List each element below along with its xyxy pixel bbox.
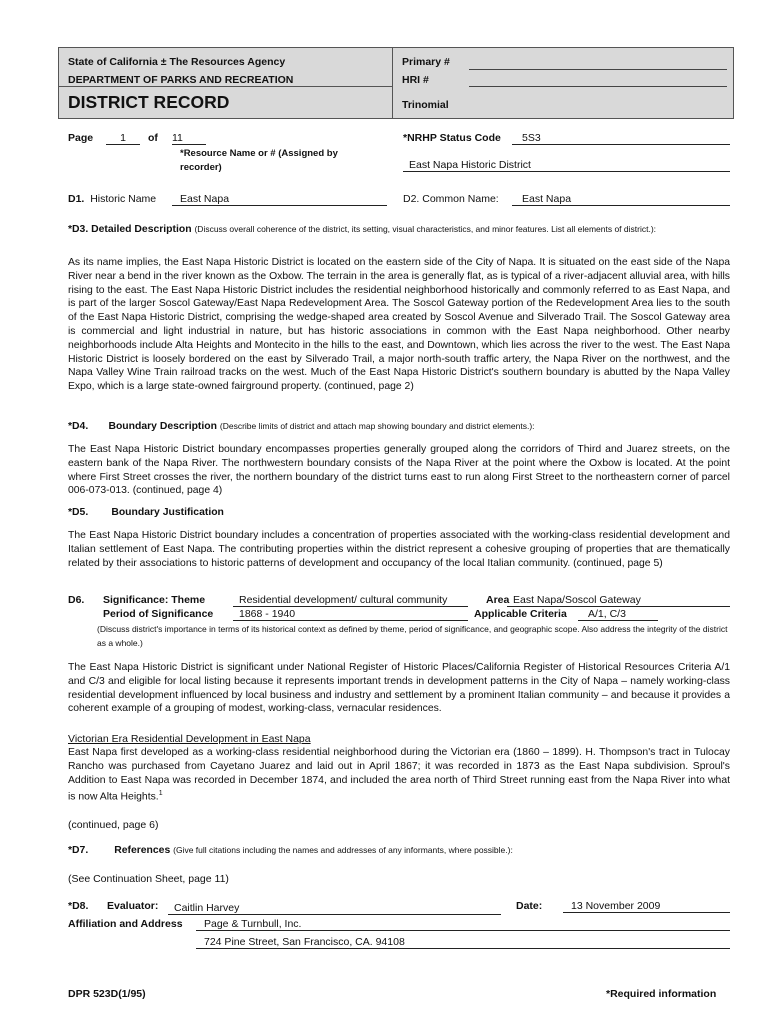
- d3-description: As its name implies, the East Napa Historic District is located on the eastern side of the City of Napa. It is situated on the east side of the Napa River near a bend in the river known as the Oxbow. The terrain in the area is generally flat, as is typical of a river-adjacent alluvial area, with hills rising to the east. The East Napa Historic District includes the residential neighborhood historically and commonly referred to as East Napa, and is part of the larger Soscol Gateway/East Napa Redevelopment Area. The Soscol Gateway portion of the Redevelopment Area lies to the south of the East Napa Historic District, comprising the wedge-shaped area created by Soscol Avenue and Silverado Trail. The Soscol Gateway area is commercial and light industrial in nature, but has historic associations in common with the East Napa neighborhood. Other nearby neighborhoods include Alta Heights and Montecito in the hills to the east, and Downtown, which lies across the river to the west. The East Napa Historic District is loosely bordered on the east by Silverado Trail, a major north-south traffic artery, the Napa River on the northwest, and the Napa Valley Wine Train railroad tracks on the west. Much of the East Napa Historic District's southern boundary is abutted by the Napa Valley Expo, which is a large state-owned fairground property. (continued, page 2): [68, 257, 730, 393]
- d4-instruction: (Describe limits of district and attach map showing boundary and district elements.):: [219, 421, 535, 431]
- d7-heading: [68, 845, 513, 856]
- d3-heading: [68, 222, 730, 237]
- hri-label: HRI #: [402, 74, 429, 86]
- d5-heading: [68, 507, 224, 518]
- common-name-value[interactable]: East Napa: [512, 193, 730, 206]
- d6-number: D6.: [68, 594, 85, 606]
- form-id: DPR 523D(1/95): [68, 988, 146, 1000]
- resource-name-value[interactable]: East Napa Historic District: [403, 159, 730, 172]
- d1-label-text: Historic Name: [90, 193, 157, 205]
- affiliation-label: Affiliation and Address: [68, 918, 183, 930]
- d2-label: D2. Common Name:: [403, 193, 499, 205]
- d7-instruction: (Give full citations including the names and addresses of any informants, where possible.):: [173, 845, 513, 855]
- d4-heading: [68, 421, 730, 432]
- date-label: Date:: [516, 900, 543, 912]
- d7-number: *D7.: [68, 845, 89, 856]
- page-total: 11: [172, 132, 206, 145]
- d8-number: *D8.: [68, 900, 89, 912]
- theme-value[interactable]: Residential development/ cultural community: [233, 594, 468, 607]
- d6-instruction: (Discuss district's importance in terms of its historical context as defined by theme, period of significance, and geographic scope. Also address the integrity of the district as a whole.): [97, 624, 728, 648]
- period-label: Period of Significance: [103, 608, 214, 620]
- d4-number: *D4.: [68, 421, 89, 432]
- d6-continued: (continued, page 6): [68, 819, 159, 831]
- resource-name-label: *Resource Name or # (Assigned by: [180, 148, 338, 159]
- page-number: 1: [106, 132, 140, 145]
- affiliation-line-1[interactable]: Page & Turnbull, Inc.: [196, 918, 730, 931]
- nrhp-label: *NRHP Status Code: [403, 132, 501, 144]
- hri-field[interactable]: [469, 86, 727, 87]
- d6-subheading: Victorian Era Residential Development in East Napa: [68, 733, 311, 745]
- page-label: Page: [68, 132, 94, 144]
- d4-description: The East Napa Historic District boundary encompasses properties generally grouped along the corridors of Third and Juarez streets, on the eastern bank of the Napa River. The northwestern boundary consists of the Napa River at the point where the Oxbow is located. At the point where First Street crosses the river, the northern boundary of the district turns east to run along First Street to the northeastern corner of parcel 006-073-013. (continued, page 4): [68, 444, 730, 497]
- d7-references-text: (See Continuation Sheet, page 11): [68, 873, 229, 885]
- evaluator-value[interactable]: Caitlin Harvey: [168, 902, 501, 915]
- d3-instruction: (Discuss overall coherence of the district, its setting, visual characteristics, and minor features. List all elements of district.):: [194, 224, 657, 234]
- area-value[interactable]: East Napa/Soscol Gateway: [507, 594, 730, 607]
- footnote-marker: 1: [158, 790, 163, 798]
- d3-label: *D3. Detailed Description: [68, 224, 192, 235]
- historic-name-value[interactable]: East Napa: [172, 193, 387, 206]
- date-value[interactable]: 13 November 2009: [563, 900, 730, 913]
- d6-victorian-text: [68, 746, 730, 805]
- area-label: Area: [486, 594, 510, 606]
- primary-label: Primary #: [402, 56, 450, 68]
- required-note: *Required information: [606, 988, 717, 1000]
- primary-field[interactable]: [469, 69, 727, 70]
- criteria-label: Applicable Criteria: [474, 608, 567, 620]
- d7-label: References: [114, 845, 171, 856]
- d1-label: [68, 193, 156, 205]
- d4-label: Boundary Description: [108, 421, 217, 432]
- criteria-value[interactable]: A/1, C/3: [578, 608, 658, 621]
- header-divider: [59, 86, 392, 87]
- d1-number: D1.: [68, 193, 85, 205]
- nrhp-status-code[interactable]: 5S3: [512, 132, 730, 145]
- agency-line: State of California ± The Resources Agency: [68, 56, 286, 68]
- d5-label: Boundary Justification: [111, 507, 224, 518]
- victorian-paragraph: East Napa first developed as a working-class residential neighborhood during the Victorian era (1860 – 1899). H. Thompson's tract in Tulocay Rancho was purchased from Cayetano Juarez and laid out in April 1867; it was recorded in 1873 as the East Napa subdivision. Sproul's Addition to East Napa was recorded in December 1874, and included the area north of Third Street running east from the Napa River into what is now Alta Heights.: [68, 747, 730, 803]
- header-divider: [392, 48, 393, 118]
- department-line: DEPARTMENT OF PARKS AND RECREATION: [68, 74, 294, 86]
- d5-description: The East Napa Historic District boundary includes a concentration of properties associated with the working-class residential development and Italian settlement of East Napa. The contributing properties within the district represent a cohesive grouping of properties that are thematically related by their associations to historic patterns of development and occupancy of the local Italian community. (continued, page 5): [68, 530, 730, 569]
- d6-significance-text: The East Napa Historic District is significant under National Register of Historic Places/California Register of Historical Resources Criteria A/1 and C/3 and eligible for local listing because it represents important trends in development patterns in the City of Napa – namely working-class residential development influenced by local business and industry and settlement by a prominent Italian community – and because it provides a coherent example of a grouping of modest, working-class, vernacular residences.: [68, 662, 730, 715]
- resource-name-label-2: recorder): [180, 162, 222, 173]
- d5-number: *D5.: [68, 507, 89, 518]
- form-header: [58, 47, 734, 119]
- period-value[interactable]: 1868 - 1940: [233, 608, 468, 621]
- trinomial-label: Trinomial: [402, 99, 449, 111]
- of-label: of: [148, 132, 158, 144]
- d6-theme-label: Significance: Theme: [103, 594, 206, 606]
- form-title: DISTRICT RECORD: [68, 92, 230, 112]
- evaluator-label: Evaluator:: [107, 900, 159, 912]
- affiliation-line-2[interactable]: 724 Pine Street, San Francisco, CA. 94108: [196, 936, 730, 949]
